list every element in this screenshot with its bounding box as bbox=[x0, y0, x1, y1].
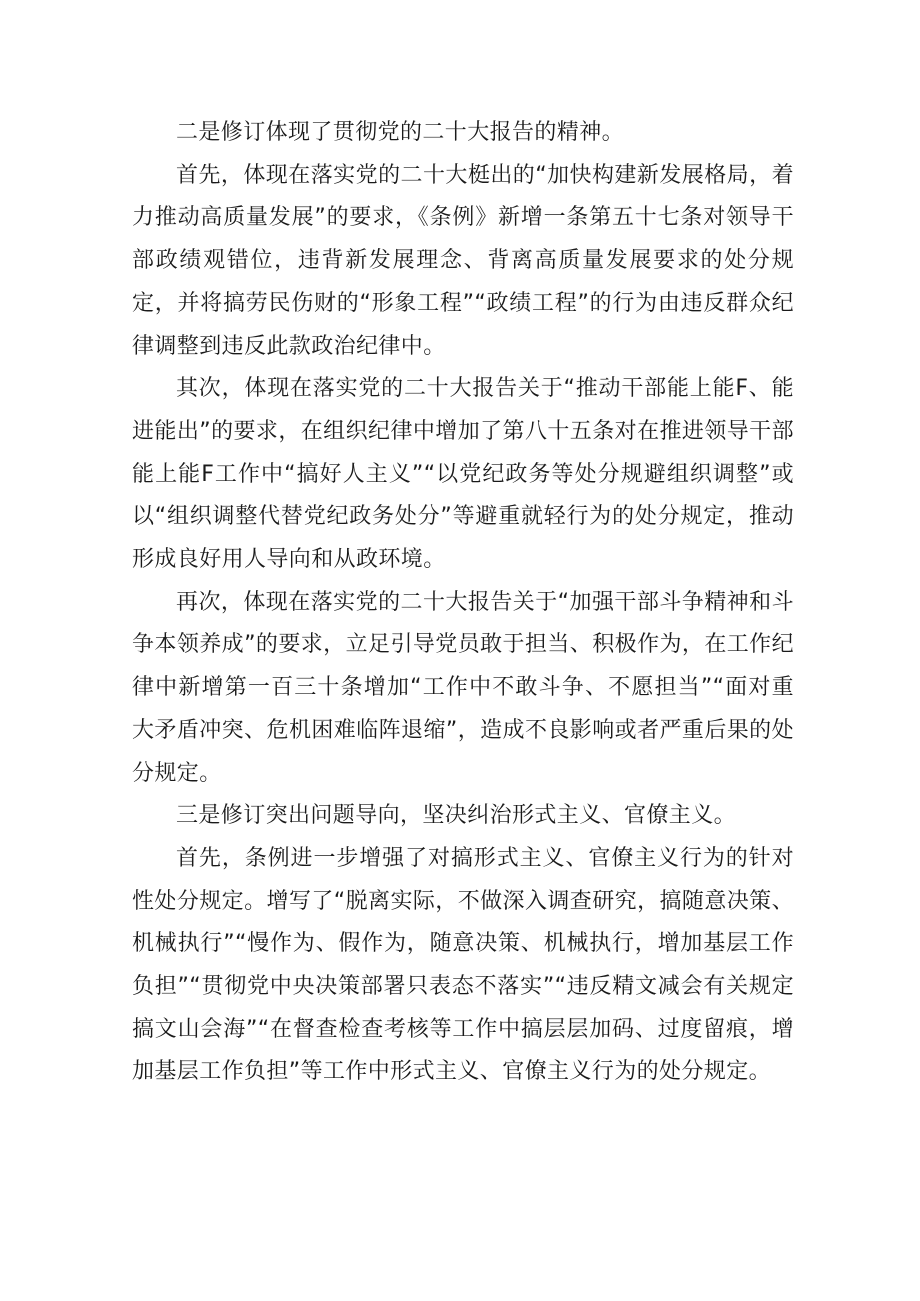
paragraph: 首先，体现在落实党的二十大梃出的“加快构建新发展格局，着力推动高质量发展”的要求，《条例》新增一条第五十七条对领导干部政绩观错位，违背新发展理念、背离高质量发展要求的处分规定，并将搞劳民伤财的“形象工程”“政绩工程”的行为由违反群众纪律调整到违反此款政治纪律中。 bbox=[132, 162, 794, 359]
document-body bbox=[132, 112, 794, 1094]
paragraph: 三是修订突出问题导向，坚决纠治形式主义、官僚主义。 bbox=[176, 803, 737, 829]
paragraph: 再次，体现在落实党的二十大报告关于“加强干部斗争精神和斗争本领养成”的要求，立足引导党员敢于担当、积极作为，在工作纪律中新增第一百三十条增加“工作中不敢斗争、不愿担当”“面对重大矛盾冲突、危机困难临阵退缩”，造成不良影响或者严重后果的处分规定。 bbox=[132, 589, 794, 786]
paragraph: 其次，体现在落实党的二十大报告关于“推动干部能上能F、能进能出”的要求，在组织纪律中增加了第八十五条对在推进领导干部能上能F工作中“搞好人主义”“以党纪政务等处分规避组织调整”或以“组织调整代替党纪政务处分”等避重就轻行为的处分规定，推动形成良好用人导向和从政环境。 bbox=[132, 376, 794, 573]
paragraph: 二是修订体现了贯彻党的二十大报告的精神。 bbox=[176, 120, 625, 145]
paragraph: 首先，条例进一步增强了对搞形式主义、官僚主义行为的针对性处分规定。增写了“脱离实际，不做深入调查研究，搞随意决策、机械执行”“慢作为、假作为，随意决策、机械执行，增加基层工作负担”“贯彻党中央决策部署只表态不落实”“违反精文减会有关规定搞文山会海”“在督查检查考核等工作中搞层层加码、过度留痕，增加基层工作负担”等工作中形式主义、官僚主义行为的处分规定。 bbox=[132, 845, 794, 1085]
